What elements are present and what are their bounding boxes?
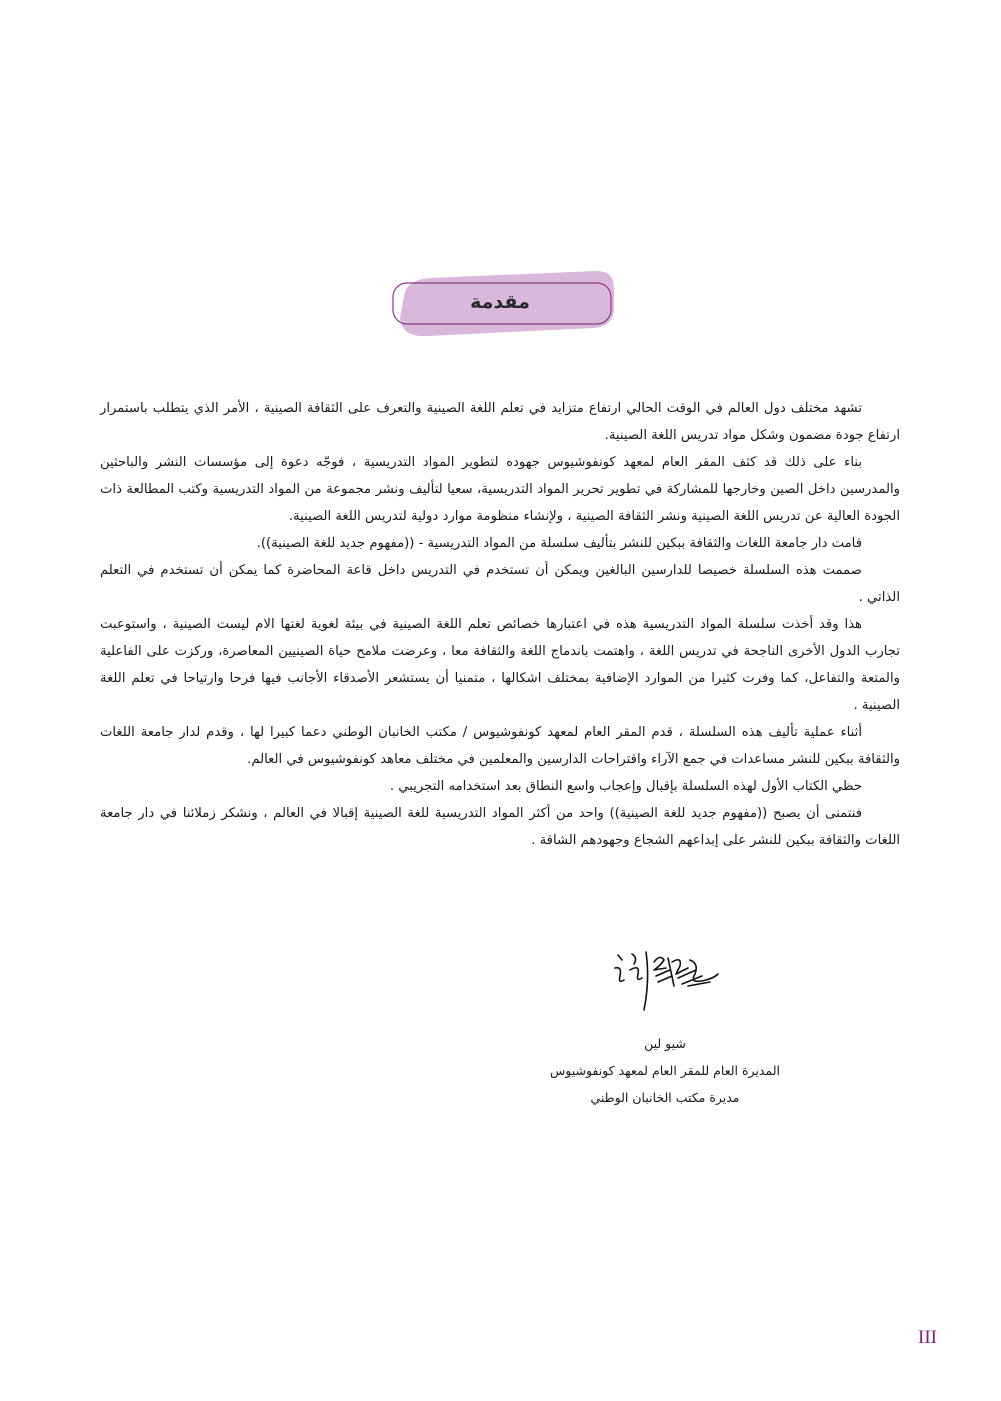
paragraph-3: قامت دار جامعة اللغات والثقافة ببكين للنشر بتأليف سلسلة من المواد التدريسية - ((مفهوم جديد للغة الصينية)). [256, 536, 862, 551]
paragraph-7: حظي الكتاب الأول لهذه السلسلة بإقبال وإعجاب واسع النطاق بعد استخدامه التجريبي . [389, 779, 862, 794]
signatory-office: مديرة مكتب الخانبان الوطني [590, 1090, 740, 1105]
paragraph-6: أثناء عملية تأليف هذه السلسلة ، قدم المقر العام لمعهد كونفوشيوس / مكتب الخانبان الوطني دعما كبيرا لها ، وقدم لدار جامعة اللغات والثقافة ببكين للنشر مساعدات في جمع الآراء واقتراحات الدارسين والمعلمين في مختلف معاهد كونفوشيوس في العالم. [100, 725, 900, 767]
paragraph-5: هذا وقد أخذت سلسلة المواد التدريسية هذه في اعتبارها خصائص تعلم اللغة الصينية في بيئة لغوية لغتها الام ليست الصينية ، واستوعبت تجارب الدول الأخرى الناجحة في تدريس اللغة ، واهتمت باندماج اللغة والثقافة معا ، وعرضت ملامح حياة الصينيين المعاصرة، وركزت على الفاعلية والمتعة والتفاعل، كما وفرت كثيرا من الموارد الإضافية بمختلف اشكالها ، متمنيا أن يستشعر الأصدقاء الأجانب فيها فرحا وارتياحا في تعلم اللغة الصينية . [100, 617, 900, 713]
intro-body [100, 395, 900, 854]
paragraph-4: صممت هذه السلسلة خصيصا للدارسين البالغين ويمكن أن تستخدم في التدريس داخل قاعة المحاضرة كما يمكن أن تستخدم في التعلم الذاتي . [100, 563, 900, 605]
paragraph-1: تشهد مختلف دول العالم في الوقت الحالي ارتفاع متزايد في تعلم اللغة الصينية والتعرف على الثقافة الصينية ، الأمر الذي يتطلب باستمرار ارتفاع جودة مضمون وشكل مواد تدريس اللغة الصينية. [100, 401, 900, 443]
signatory-title: المديرة العام للمقر العام لمعهد كونفوشيوس [550, 1063, 780, 1078]
paragraph-2: بناء على ذلك قد كثف المقر العام لمعهد كونفوشيوس جهوده لتطوير المواد التدريسية ، فوجّه دعوة إلى مؤسسات النشر والباحثين والمدرسين داخل الصين وخارجها للمشاركة في تطوير تحرير المواد التدريسية، سعيا لتأليف ونشر مجموعة من المواد التدريسية وكتب المطالعة ذات الجودة العالية عن تدريس اللغة الصينية ونشر الثقافة الصينية ، ولإنشاء منظومة موارد دولية لتدريس اللغة الصينية. [100, 455, 900, 524]
title-badge [390, 268, 618, 338]
signature-block [520, 1030, 810, 1111]
handwritten-signature [610, 940, 725, 1020]
page-title: مقدمة [470, 291, 530, 313]
paragraph-8: فنتمنى أن يصبح ((مفهوم جديد للغة الصينية)) واحد من أكثر المواد التدريسية للغة الصينية إقبالا في العالم ، ونشكر زملائنا في دار جامعة اللغات والثقافة ببكين للنشر على إبداعهم الشجاع وجهودهم الشاقة . [100, 806, 900, 848]
signatory-name: شيو لين [644, 1036, 686, 1051]
page-number: III [918, 1327, 937, 1348]
